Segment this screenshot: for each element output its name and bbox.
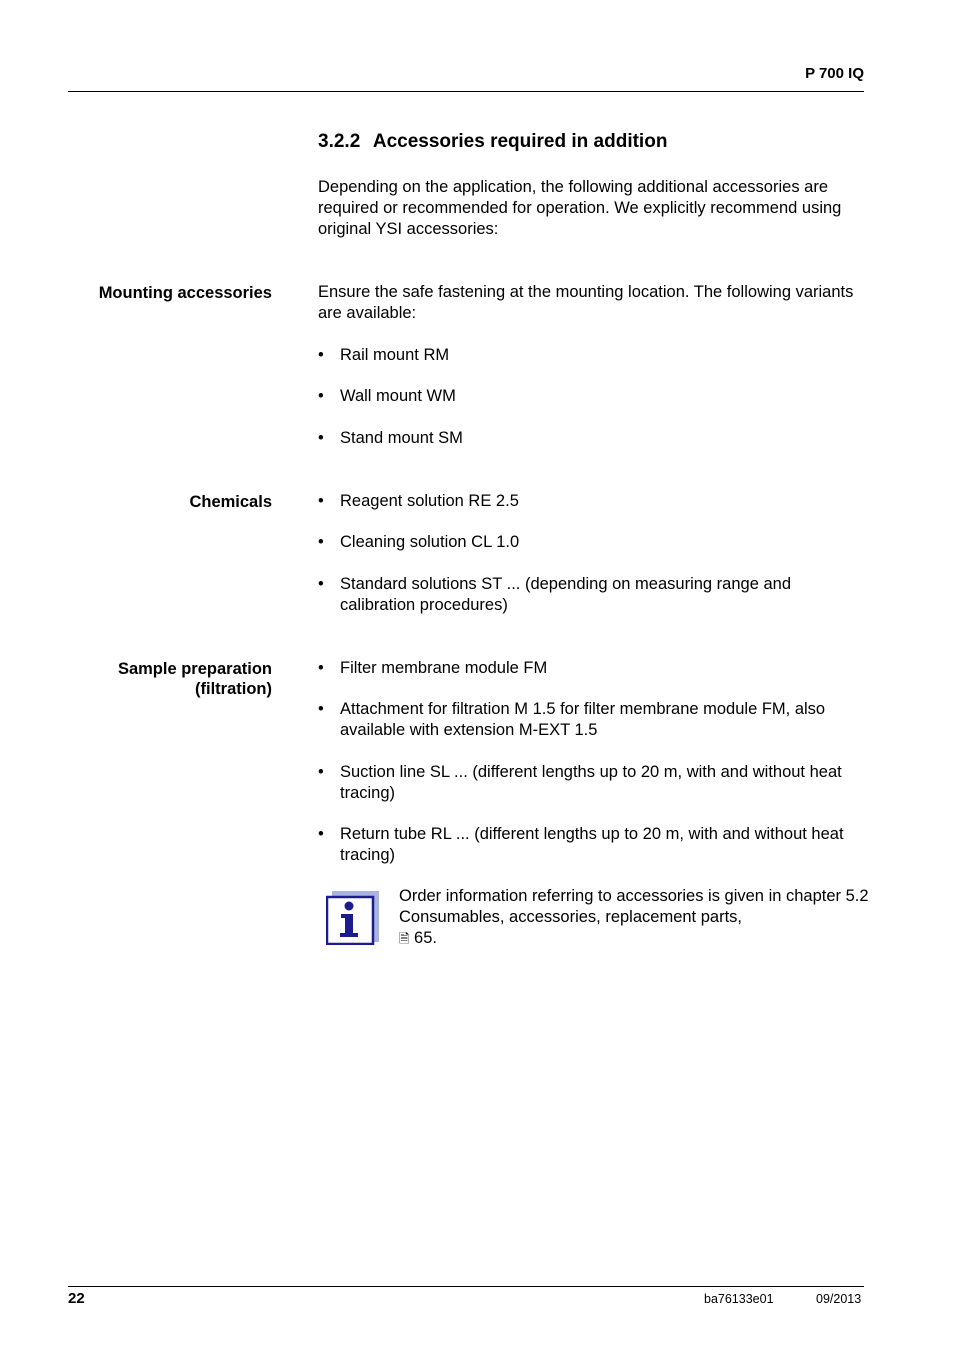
document-id: ba76133e01	[704, 1292, 774, 1306]
document-date: 09/2013	[816, 1292, 862, 1306]
sample-preparation-label-line2: (filtration)	[195, 680, 272, 698]
list-item: • Stand mount SM	[318, 429, 463, 447]
chemicals-label: Chemicals	[189, 493, 272, 511]
bullet-dot: •	[318, 346, 324, 364]
list-item: • Suction line SL ... (different lengths up to 20 m, with and without heat tracing)	[318, 763, 842, 802]
mounting-accessories-label: Mounting accessories	[98, 284, 272, 302]
sample-preparation-label	[118, 659, 272, 699]
header-rule	[68, 91, 864, 92]
info-icon	[326, 889, 380, 945]
list-item: • Standard solutions ST ... (depending on measuring range and calibration procedures)	[318, 575, 791, 614]
info-note-text: Order information referring to accessories is given in chapter 5.2 Consumables, accessories, replacement parts,	[399, 887, 869, 926]
list-item: • Rail mount RM	[318, 346, 450, 364]
list-item: • Wall mount WM	[318, 387, 456, 405]
info-note	[399, 886, 869, 950]
bullet-dot: •	[318, 700, 324, 718]
bullet-dot: •	[318, 533, 324, 551]
document-header-title: P 700 IQ	[805, 65, 864, 82]
sample-preparation-label-line1: Sample preparation	[117, 660, 272, 678]
section-heading	[318, 131, 667, 153]
list-item: • Return tube RL ... (different lengths up to 20 m, with and without heat tracing)	[318, 825, 844, 864]
list-item: • Filter membrane module FM	[318, 659, 548, 677]
page-number: 22	[68, 1290, 85, 1307]
list-item: • Cleaning solution CL 1.0	[318, 533, 520, 551]
bullet-dot: •	[318, 429, 324, 447]
info-note-page-ref[interactable]: 65.	[414, 929, 437, 947]
section-number: 3.2.2	[318, 131, 361, 152]
bullet-dot: •	[318, 763, 324, 781]
section-title: Accessories required in addition	[372, 131, 668, 152]
list-item: • Attachment for filtration M 1.5 for filter membrane module FM, also available with extension M-EXT 1.5	[318, 700, 826, 739]
section-intro: Depending on the application, the following additional accessories are required or recommended for operation. We explicitly recommend using original YSI accessories:	[318, 178, 842, 238]
bullet-dot: •	[318, 492, 324, 510]
bullet-dot: •	[318, 659, 324, 677]
page-reference-icon: 🗎	[399, 932, 410, 947]
footer-rule	[68, 1286, 864, 1287]
bullet-dot: •	[318, 387, 324, 405]
mounting-accessories-text: Ensure the safe fastening at the mounting location. The following variants are available:	[318, 283, 854, 322]
bullet-dot: •	[318, 825, 324, 843]
bullet-dot: •	[318, 575, 324, 593]
list-item: • Reagent solution RE 2.5	[318, 492, 519, 510]
